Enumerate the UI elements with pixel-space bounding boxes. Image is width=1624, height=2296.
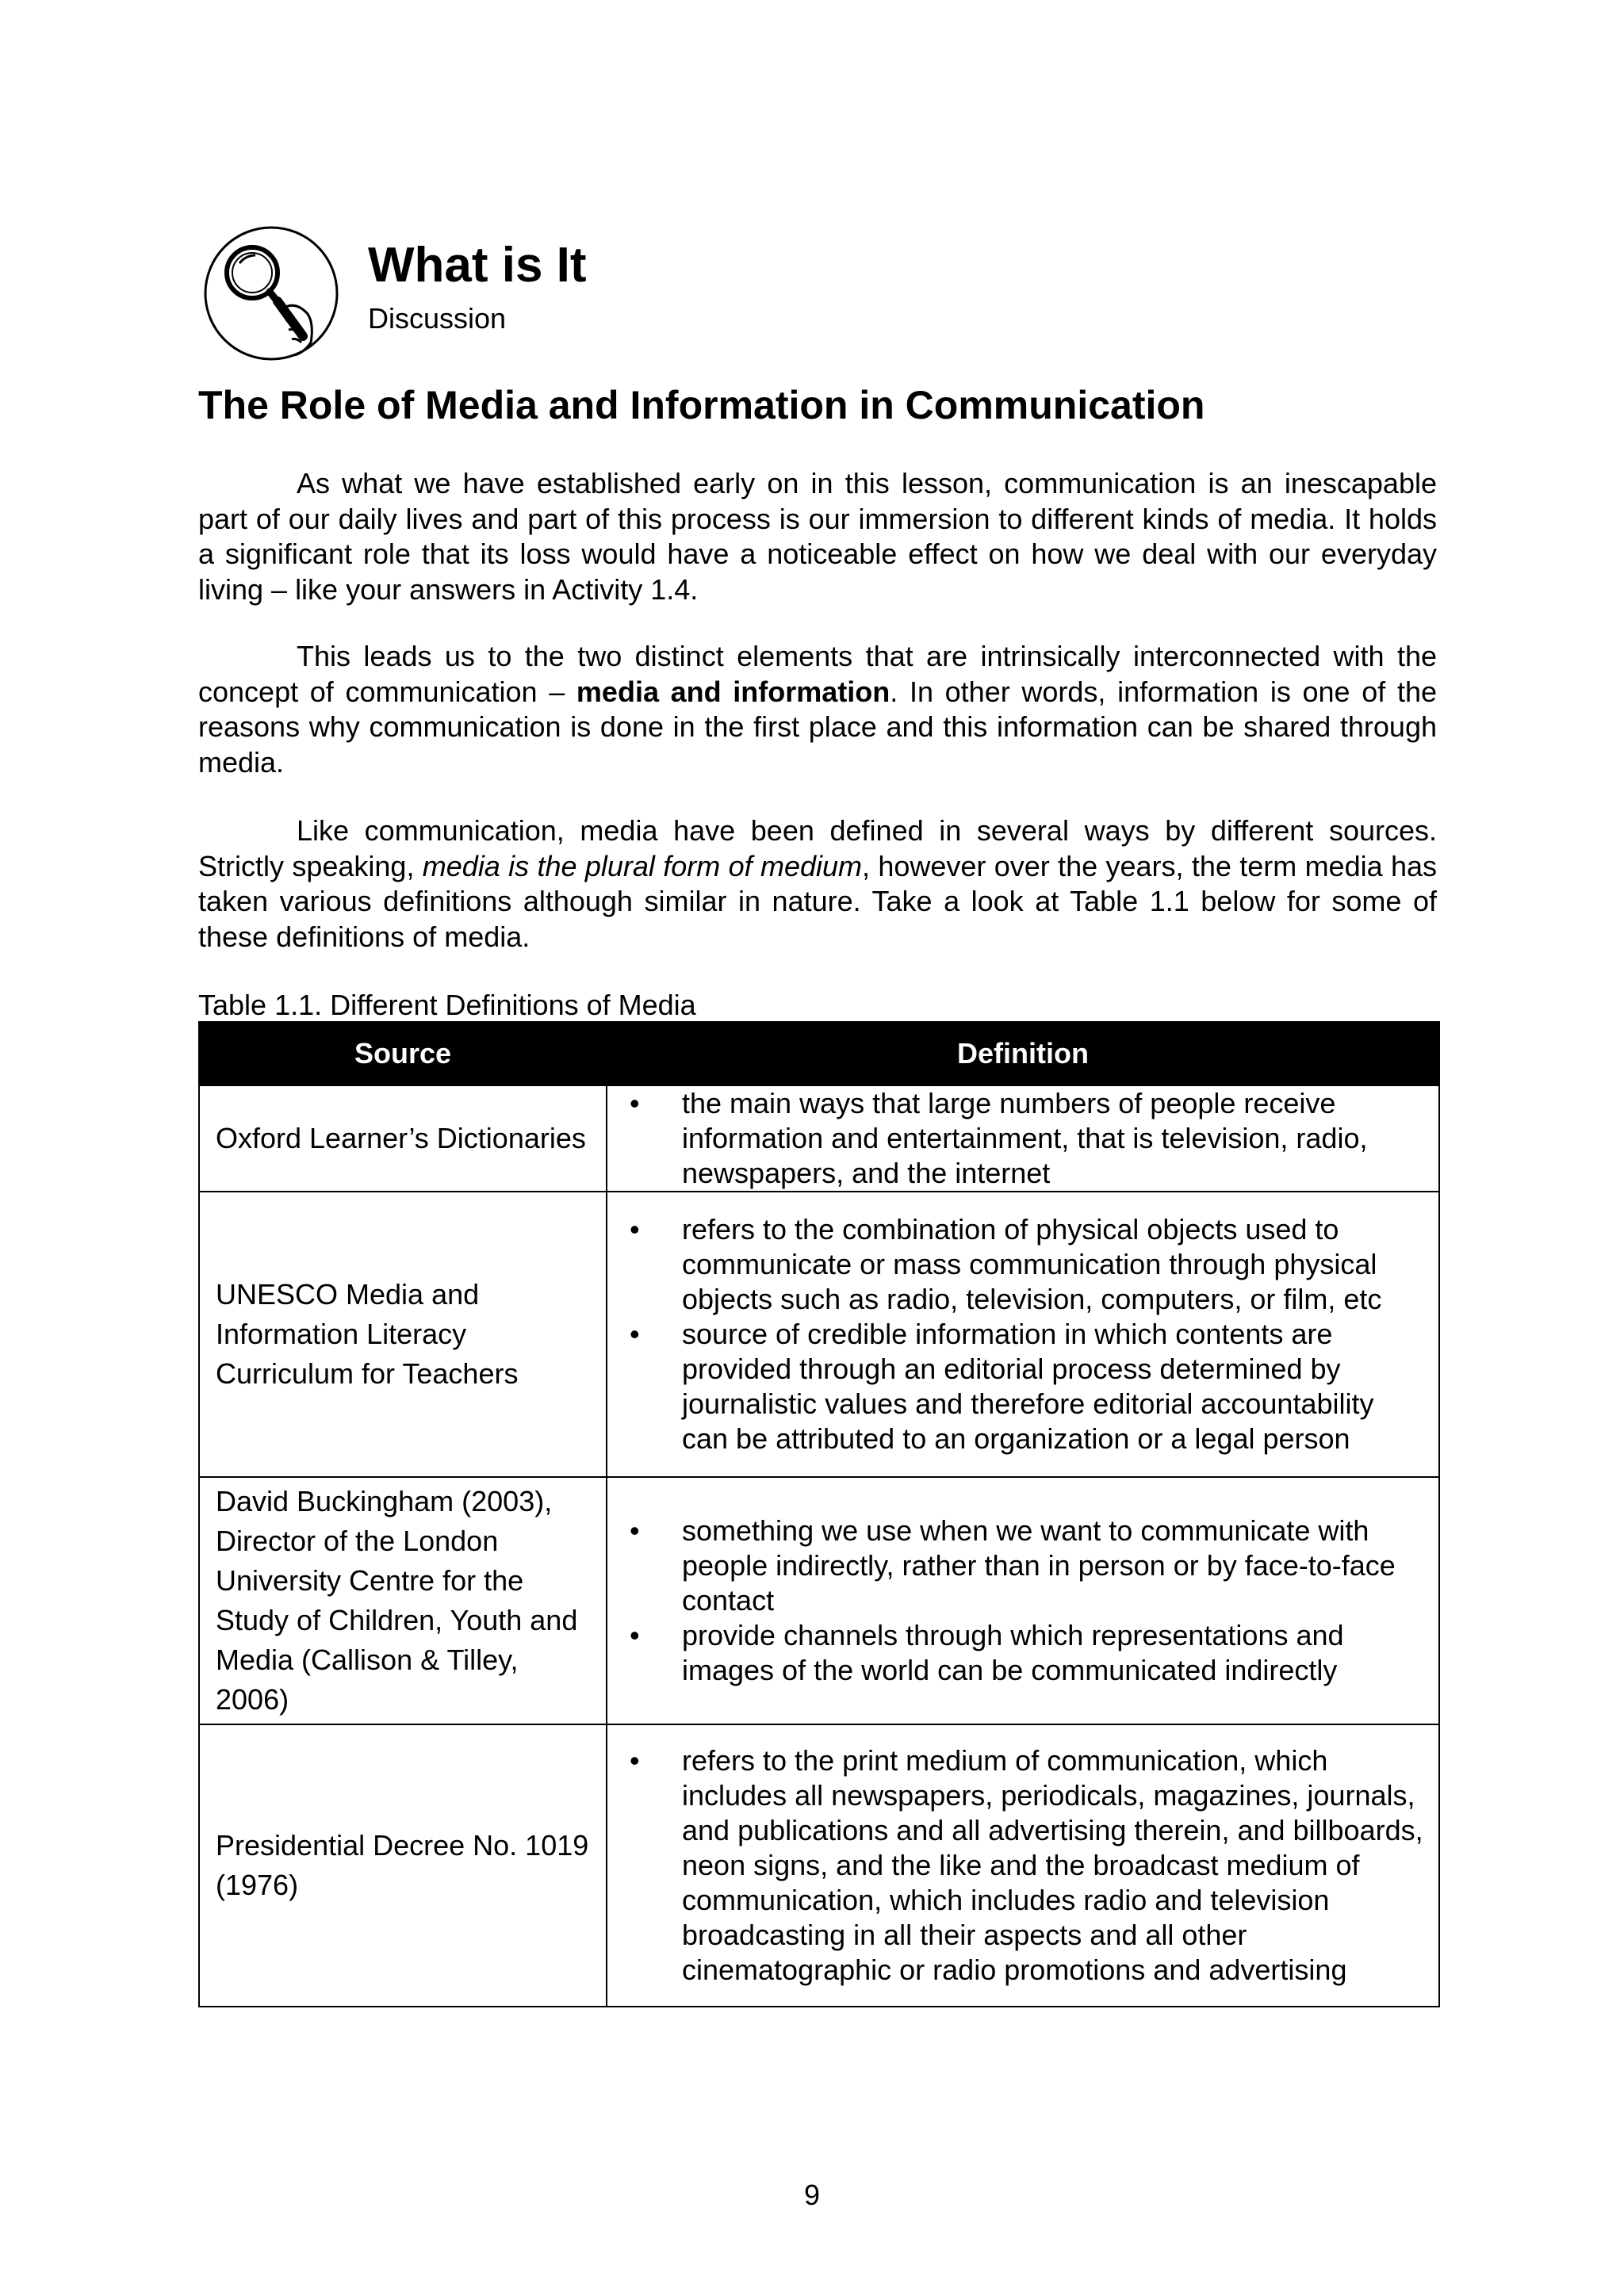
emphasis-text: media and information (576, 675, 891, 708)
italic-text: media is the plural form of medium (422, 849, 862, 882)
magnifying-glass-hand-icon (203, 225, 339, 362)
section-title: The Role of Media and Information in Communication (198, 383, 1205, 427)
table-header-row (199, 1022, 1439, 1085)
table-row (199, 1477, 1439, 1724)
source-cell: David Buckingham (2003), Director of the London University Centre for the Study of Children, Youth and Media (Callison & Tilley, 2006) (199, 1477, 607, 1724)
page-number: 9 (803, 2179, 821, 2211)
definition-cell (607, 1192, 1439, 1477)
definition-item: • the main ways that large numbers of people receive information and entertainment, that is television, radio, newspapers, and the internet (630, 1086, 1424, 1191)
definition-item: • refers to the combination of physical objects used to communicate or mass communication through physical objects such as radio, television, computers, or film, etc (630, 1212, 1424, 1317)
page-subtitle: Discussion (368, 302, 507, 335)
definition-item: • refers to the print medium of communication, which includes all newspapers, periodicals, magazines, journals, and publications and all advertising therein, and billboards, neon signs, and the like and the broadcast medium of communication, which includes radio and television broadcasting in all their aspects and all other cinematographic or radio promotions and advertising (630, 1743, 1424, 1988)
source-header: Source (199, 1022, 607, 1085)
definition-cell (607, 1085, 1439, 1192)
source-cell: UNESCO Media and Information Literacy Curriculum for Teachers (199, 1192, 607, 1477)
source-cell: Presidential Decree No. 1019 (1976) (199, 1724, 607, 2007)
paragraph-1: As what we have established early on in this lesson, communication is an inescapable part of our daily lives and part of this process is our immersion to different kinds of media. It holds a significant role that its loss would have a noticeable effect on how we deal with our everyday living – like your answers in Activity 1.4. (198, 467, 1437, 606)
definitions-table (198, 1021, 1440, 2007)
table-row (199, 1724, 1439, 2007)
paragraph-2: This leads us to the two distinct elements that are intrinsically interconnected with the concept of communication – media and information. In other words, information is one of the reasons why communication is done in the first place and this information can be shared through media. (198, 640, 1437, 779)
definition-item: • source of credible information in which contents are provided through an editorial process determined by journalistic values and therefore editorial accountability can be attributed to an organization or a legal person (630, 1317, 1424, 1456)
definition-item: • something we use when we want to communicate with people indirectly, rather than in person or by face-to-face contact (630, 1513, 1424, 1618)
definition-item: • provide channels through which representations and images of the world can be communicated indirectly (630, 1618, 1424, 1688)
table-caption: Table 1.1. Different Definitions of Media (198, 989, 696, 1021)
definition-header: Definition (607, 1022, 1439, 1085)
source-cell: Oxford Learner’s Dictionaries (199, 1085, 607, 1192)
table-row (199, 1192, 1439, 1477)
definition-cell (607, 1477, 1439, 1724)
table-row (199, 1085, 1439, 1192)
paragraph-3: Like communication, media have been defined in several ways by different sources. Strictly speaking, media is the plural form of medium, however over the years, the term media has taken various definitions although similar in nature. Take a look at Table 1.1 below for some of these definitions of media. (198, 814, 1437, 953)
definition-cell (607, 1724, 1439, 2007)
page-title: What is It (368, 238, 587, 293)
